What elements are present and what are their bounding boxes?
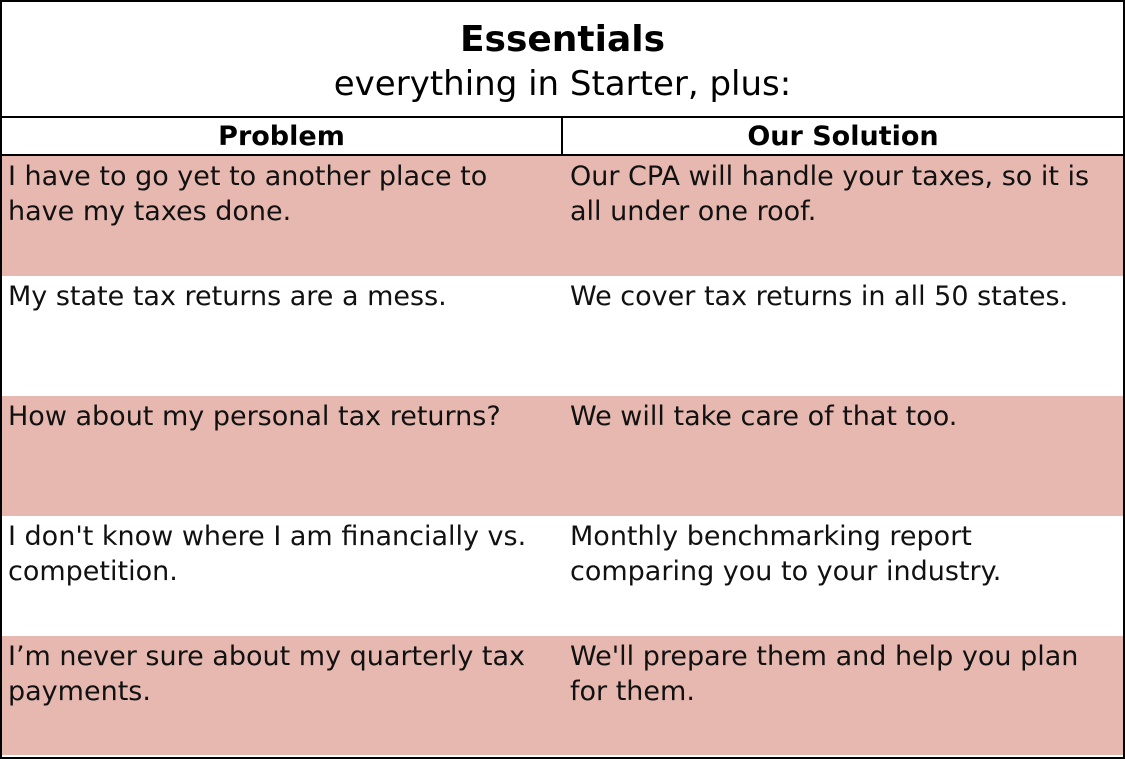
table-title-block (2, 2, 1123, 118)
solution-cell: Our CPA will handle your taxes, so it is all under one roof. (570, 161, 1090, 227)
solution-column-header: Our Solution (747, 120, 939, 152)
problem-column-header: Problem (2, 118, 563, 154)
table-header-row (2, 118, 1123, 156)
table-row (2, 276, 1123, 396)
problem-cell: I’m never sure about my quarterly tax payments. (8, 641, 526, 707)
table-row (2, 396, 1123, 516)
problem-cell: I don't know where I am financially vs. competition. (8, 521, 527, 587)
page-title: Essentials (459, 19, 666, 60)
problem-cell: My state tax returns are a mess. (8, 281, 447, 312)
solution-cell: We cover tax returns in all 50 states. (570, 281, 1069, 312)
solution-cell: Monthly benchmarking report comparing you to your industry. (570, 521, 1002, 587)
table-row (2, 516, 1123, 636)
page-subtitle: everything in Starter, plus: (333, 64, 792, 104)
table-row (2, 156, 1123, 276)
problem-cell: How about my personal tax returns? (8, 401, 501, 432)
problem-cell: I have to go yet to another place to have my taxes done. (8, 161, 488, 227)
solution-cell: We'll prepare them and help you plan for them. (570, 641, 1079, 707)
table-body (2, 156, 1123, 755)
solution-cell: We will take care of that too. (570, 401, 958, 432)
table-row (2, 636, 1123, 755)
